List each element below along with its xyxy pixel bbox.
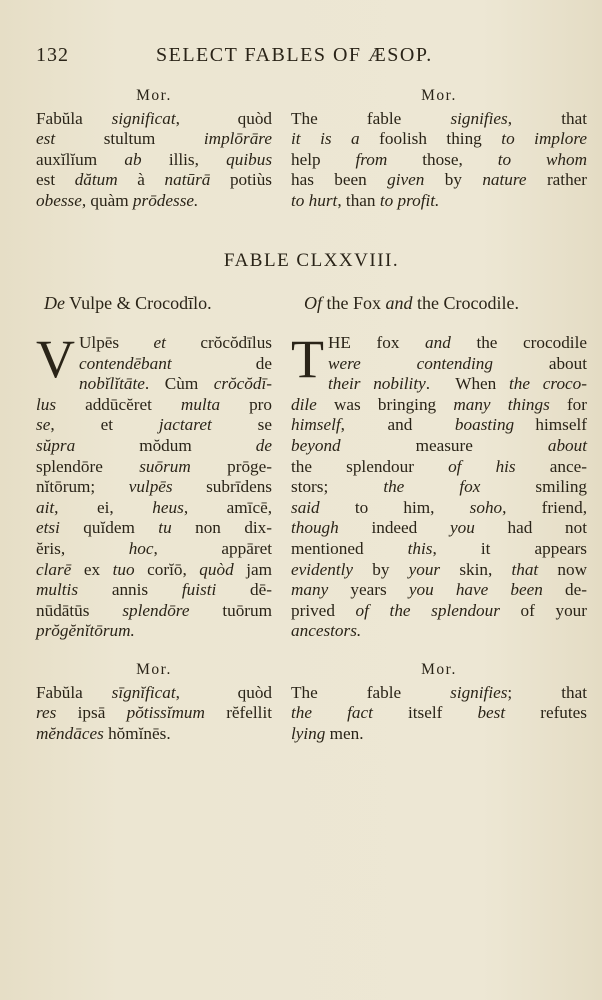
italic-text: soho (469, 497, 503, 517)
roman-text: . Cùm (144, 374, 214, 394)
bottom-moral-latin (36, 660, 272, 744)
text-line (291, 354, 587, 375)
roman-text: stors; (291, 477, 384, 497)
roman-text: hŏmĭnēs. (103, 723, 171, 743)
italic-text: de (255, 435, 272, 455)
roman-text: those, (387, 149, 498, 169)
italic-text: crŏcŏdī- (213, 374, 272, 394)
text-line (36, 415, 272, 436)
roman-text: de- (542, 580, 588, 600)
roman-text: of your (499, 600, 587, 620)
roman-text: Ulpēs (79, 333, 154, 352)
text-line (291, 436, 587, 457)
roman-text: Fabŭla (36, 682, 112, 702)
fable-title: FABLE CLXXVIII. (223, 250, 400, 271)
roman-text: Vulpe & Crocodīlo. (65, 293, 212, 313)
roman-text: by (424, 170, 483, 190)
text-line (291, 129, 587, 150)
roman-text: had not (474, 518, 587, 538)
italic-text: of the splendour (355, 600, 500, 620)
roman-text: splendōre (36, 456, 140, 476)
roman-text: The fable (291, 682, 451, 702)
text-line (36, 436, 272, 457)
italic-text: himself (291, 415, 341, 435)
italic-text: lying (291, 723, 326, 743)
text-line (291, 560, 587, 581)
italic-text: mĕndāces (36, 723, 104, 743)
moral-heading: Mor. (421, 87, 457, 104)
text-line (291, 683, 587, 704)
italic-text: given (387, 170, 425, 190)
roman-text: ex (71, 559, 113, 579)
roman-text: . When (425, 374, 510, 394)
text-line (36, 395, 272, 416)
italic-text: tu (158, 518, 172, 538)
roman-text: , quàm (81, 190, 133, 210)
text-line (36, 683, 272, 704)
roman-text: de (171, 353, 272, 373)
text-line (36, 150, 272, 171)
text-line (291, 109, 587, 130)
italic-text: and (425, 333, 451, 352)
roman-text: addūcĕret (56, 394, 181, 414)
italic-text: though (291, 518, 339, 538)
text-line (36, 580, 272, 601)
text-line (291, 580, 587, 601)
roman-text: prived (291, 600, 356, 620)
italic-text: signifies (450, 108, 508, 128)
roman-text: measure (340, 435, 548, 455)
roman-text: prōge- (190, 456, 272, 476)
italic-text: sŭpra (36, 435, 76, 455)
italic-text: to hurt (291, 190, 338, 210)
roman-text: , ei, (54, 497, 153, 517)
text-line (36, 703, 272, 724)
italic-text: fuisti (181, 580, 217, 600)
text-line (291, 477, 587, 498)
roman-text: stultum (55, 129, 204, 149)
text-line (36, 518, 272, 539)
roman-text: potiùs (210, 170, 272, 190)
roman-text: auxĭlĭum (36, 149, 125, 169)
running-head: SELECT FABLES OF ÆSOP. (156, 44, 433, 66)
italic-text: prŏgĕnĭtōrum. (36, 621, 135, 641)
roman-text: nūdātūs (36, 600, 123, 620)
italic-text: and (385, 293, 413, 313)
roman-text: help (291, 149, 356, 169)
roman-text: , et (50, 415, 159, 435)
roman-text: itself (372, 703, 478, 723)
italic-text: to implore (501, 129, 588, 149)
italic-text: to profit. (379, 190, 440, 210)
italic-text: clarē (36, 559, 72, 579)
italic-text: De (44, 293, 65, 313)
italic-text: vulpēs (128, 477, 173, 497)
italic-text: contendēbant (79, 353, 172, 373)
text-line (36, 477, 272, 498)
text-line (291, 621, 587, 642)
roman-text: se (211, 415, 272, 435)
roman-text: the Fox (322, 293, 386, 313)
italic-text: signifies (450, 682, 508, 702)
roman-text: for (549, 394, 587, 414)
italic-text: said (291, 497, 320, 517)
roman-text: jam (233, 559, 272, 579)
roman-text: tuōrum (189, 600, 272, 620)
english-fable-body (291, 329, 588, 642)
text-line (36, 621, 272, 642)
text-line (291, 539, 587, 560)
roman-text: refutes (505, 703, 587, 723)
page-number: 132 (36, 44, 69, 66)
text-line (36, 724, 272, 745)
roman-text: dē- (216, 580, 272, 600)
text-line (291, 601, 587, 622)
italic-text: hoc (128, 538, 154, 558)
italic-text: suōrum (139, 456, 191, 476)
roman-text: the crocodile (450, 333, 587, 352)
roman-text: the Crocodile. (412, 293, 519, 313)
text-line (291, 395, 587, 416)
italic-text: from (355, 149, 388, 169)
italic-text: et (153, 333, 166, 352)
roman-text: to him, (319, 497, 470, 517)
text-line (36, 191, 272, 212)
roman-text: à (117, 170, 165, 190)
italic-text: nature (482, 170, 527, 190)
text-line (291, 498, 587, 519)
text-line (36, 498, 272, 519)
drop-cap: T (291, 329, 324, 389)
italic-text: prōdesse. (132, 190, 199, 210)
bottom-moral-english (291, 660, 587, 744)
text-line (291, 457, 587, 478)
italic-text: natūrā (164, 170, 211, 190)
roman-text: corĭō, (134, 559, 200, 579)
italic-text: were contending (328, 353, 493, 373)
latin-fable-body (36, 329, 273, 642)
text-line (36, 129, 272, 150)
roman-text: , it appears (432, 538, 587, 558)
italic-text: dătum (74, 170, 118, 190)
text-line (36, 170, 272, 191)
roman-text: mŏdum (75, 435, 256, 455)
italic-text: about (547, 435, 587, 455)
italic-text: beyond (291, 435, 341, 455)
text-line (291, 333, 587, 354)
italic-text: dile (291, 394, 317, 414)
italic-text: quòd (199, 559, 234, 579)
text-line (36, 560, 272, 581)
italic-text: their nobility (328, 374, 426, 394)
italic-text: the fact (291, 703, 373, 723)
italic-text: the fox (383, 477, 481, 497)
italic-text: you (449, 518, 475, 538)
italic-text: many things (453, 394, 550, 414)
italic-text: evidently (291, 559, 354, 579)
roman-text: mentioned (291, 538, 408, 558)
italic-text: se (36, 415, 51, 435)
roman-text: about (492, 353, 587, 373)
roman-text: est (36, 170, 75, 190)
text-line (291, 374, 587, 395)
italic-text: sīgnĭficat (111, 682, 176, 702)
text-line (36, 457, 272, 478)
text-line (291, 724, 587, 745)
roman-text: himself (514, 415, 587, 435)
italic-text: est (36, 129, 56, 149)
roman-text: The fable (291, 108, 451, 128)
italic-text: of his (448, 456, 516, 476)
roman-text: , amīcē, (183, 497, 273, 517)
moral-text (36, 683, 272, 745)
italic-text: splendōre (122, 600, 190, 620)
roman-text: rather (526, 170, 588, 190)
roman-text: pro (220, 394, 272, 414)
italic-text: heus (152, 497, 184, 517)
subtitle-english (304, 293, 587, 314)
italic-text: this (407, 538, 433, 558)
roman-text: ipsā (56, 703, 127, 723)
italic-text: tuo (112, 559, 135, 579)
italic-text: etsi (36, 518, 60, 538)
top-moral-latin (36, 86, 272, 212)
roman-text: Fabŭla (36, 108, 112, 128)
roman-text: , friend, (502, 497, 587, 517)
italic-text: your (408, 559, 441, 579)
roman-text: non dix- (171, 518, 272, 538)
roman-text: by (353, 559, 409, 579)
roman-text: , than (337, 190, 380, 210)
text-line (291, 415, 587, 436)
italic-text: obesse (36, 190, 82, 210)
italic-text: multis (36, 580, 79, 600)
italic-text: boasting (454, 415, 515, 435)
roman-text: ĕris, (36, 538, 129, 558)
italic-text: that (511, 559, 539, 579)
roman-text: quĭdem (59, 518, 159, 538)
roman-text: illis, (141, 149, 227, 169)
italic-text: jactaret (158, 415, 212, 435)
moral-text (291, 683, 587, 745)
italic-text: Of (304, 293, 322, 313)
text-line (291, 518, 587, 539)
roman-text: smiling (480, 477, 588, 497)
roman-text: HE fox (328, 333, 426, 352)
italic-text: multa (180, 394, 221, 414)
roman-text: , quòd (175, 108, 273, 128)
moral-text (36, 109, 272, 212)
roman-text: men. (325, 723, 364, 743)
moral-heading: Mor. (136, 661, 172, 678)
italic-text: res (36, 703, 57, 723)
moral-heading: Mor. (421, 661, 457, 678)
text-line (291, 150, 587, 171)
roman-text: subrīdens (172, 477, 272, 497)
roman-text: , appāret (153, 538, 272, 558)
roman-text: now (538, 559, 588, 579)
italic-text: pŏtissĭmum (126, 703, 205, 723)
roman-text: , that (507, 108, 587, 128)
top-moral-english (291, 86, 587, 212)
italic-text: to whom (497, 149, 588, 169)
roman-text: annis (78, 580, 182, 600)
roman-text: ; that (507, 682, 587, 702)
roman-text: nĭtōrum; (36, 477, 129, 497)
italic-text: the croco- (509, 374, 588, 394)
italic-text: lus (36, 394, 57, 414)
italic-text: ancestors. (291, 621, 362, 641)
italic-text: you have been (408, 580, 543, 600)
roman-text: , quòd (175, 682, 273, 702)
moral-text (291, 109, 587, 212)
roman-text: indeed (338, 518, 450, 538)
roman-text: skin, (440, 559, 512, 579)
roman-text: the splendour (291, 456, 449, 476)
drop-cap: V (36, 329, 75, 389)
text-line (291, 170, 587, 191)
text-line (36, 109, 272, 130)
italic-text: quibus (226, 149, 273, 169)
fable-text (291, 329, 588, 642)
italic-text: best (477, 703, 506, 723)
roman-text: has been (291, 170, 388, 190)
italic-text: many (291, 580, 329, 600)
subtitle-latin (44, 293, 272, 314)
italic-text: nobĭlĭtāte (79, 374, 145, 394)
roman-text: rĕfellit (204, 703, 272, 723)
italic-text: significat (111, 108, 176, 128)
page-header (36, 44, 570, 72)
text-line (36, 539, 272, 560)
italic-text: it is a (291, 129, 360, 149)
roman-text: foolish thing (359, 129, 502, 149)
roman-text: was bringing (316, 394, 454, 414)
italic-text: ab (124, 149, 142, 169)
moral-heading: Mor. (136, 87, 172, 104)
text-line (36, 601, 272, 622)
text-line (291, 191, 587, 212)
roman-text: , and (340, 415, 455, 435)
roman-text: ance- (515, 456, 587, 476)
text-line (291, 703, 587, 724)
italic-text: implōrāre (203, 129, 272, 149)
roman-text: years (328, 580, 409, 600)
roman-text: crŏcŏdīlus (165, 333, 272, 352)
italic-text: ait (36, 497, 55, 517)
